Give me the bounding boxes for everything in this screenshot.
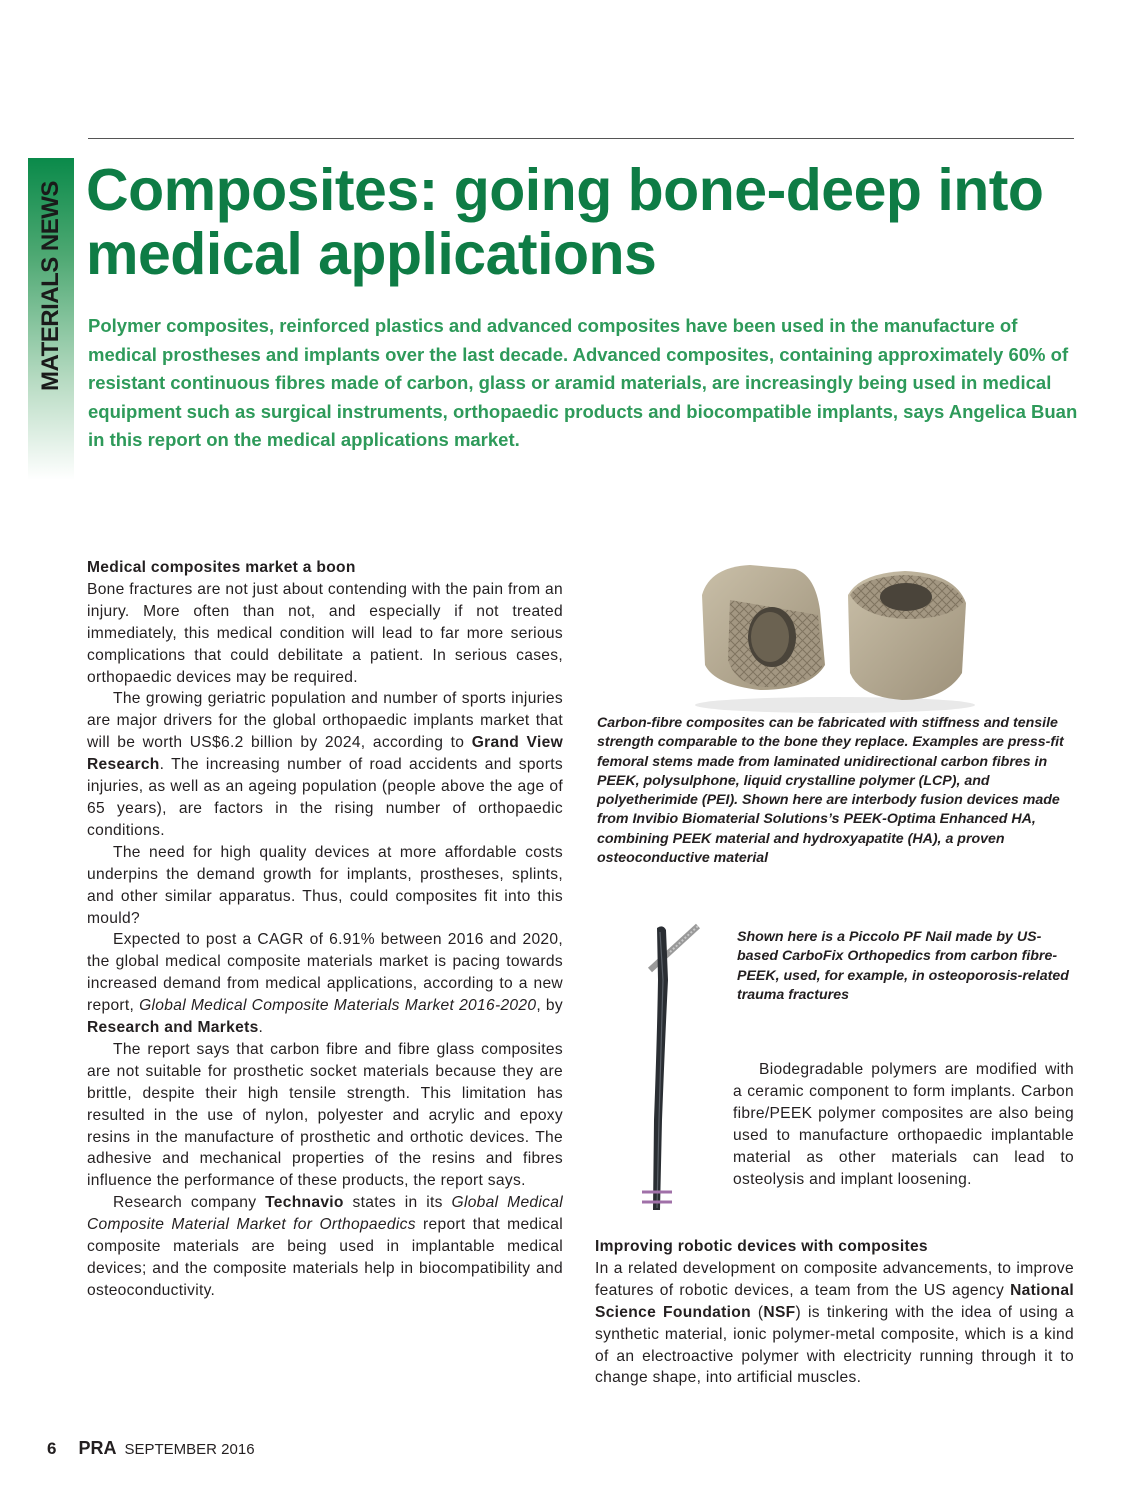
top-rule — [88, 138, 1074, 139]
paragraph: The report says that carbon fibre and fibre glass composites are not suitable for prosthetic socket materials because they are brittle, despite their high tensile strength. This limitation has resulted in the use of nylon, polyester and acrylic and epoxy resins in the manufacture of prosthetic and orthotic devices. The adhesive and mechanical properties of the resins and fibres influence the performance of these products, the report says. — [87, 1040, 563, 1190]
page-number: 6 — [47, 1439, 57, 1458]
magazine-name: PRA — [78, 1438, 117, 1458]
page-footer — [47, 1438, 255, 1459]
photo-caption: Carbon-fibre composites can be fabricated with stiffness and tensile strength comparable to the bone they replace. Examples are press-fit femoral stems made from laminated unidirectional carbon fibres in PEEK, polysulphone, liquid crystalline polymer (LCP), and polyetherimide (PEI). Shown here are interbody fusion devices made from Invibio Biomaterial Solutions’s PEEK-Optima Enhanced HA, combining PEEK material and hydroxyapatite (HA), a proven osteoconductive material — [597, 715, 1064, 867]
source-name: Technavio — [265, 1194, 344, 1212]
paragraph: The growing geriatric population and number of sports injuries are major drivers for the global orthopaedic implants market that will be worth US$6.2 billion by 2024, according to Grand View Research. The increasing number of road accidents and sports injuries, as well as an ageing population (people above the age of 65 years), are factors in the rising number of orthopaedic conditions. — [87, 690, 564, 839]
paragraph: Research company Technavio states in its Global Medical Composite Material Market for Orthopaedics report that medical composite materials are being used in implantable medical devices; and the composite materials help in biocompatibility and osteoconductivity. — [87, 1194, 564, 1299]
section-heading: Improving robotic devices with composites — [595, 1238, 928, 1255]
standfirst: Polymer composites, reinforced plastics and advanced composites have been used in the manufacture of medical prostheses and implants over the last decade. Advanced composites, containing approximately 60% of resistant continuous fibres made of carbon, glass or aramid materials, are increasingly being used in medical equipment such as surgical instruments, orthopaedic products and biocompatible implants, says Angelica Buan in this report on the medical applications market. — [88, 315, 1078, 451]
paragraph: The need for high quality devices at more affordable costs underpins the demand growth for implants, prostheses, splints, and other similar apparatus. Thus, could composites fit into this mould? — [87, 843, 563, 927]
right-column-upper — [733, 1059, 1074, 1190]
headline: Composites: going bone-deep into medical applications — [86, 157, 1044, 287]
report-title: Global Medical Composite Material Market for Orthopaedics — [87, 1194, 564, 1234]
report-title: Global Medical Composite Materials Market 2016-2020 — [139, 997, 537, 1015]
right-column-lower — [595, 1236, 1074, 1389]
paragraph: Biodegradable polymers are modified with a ceramic component to form implants. Carbon fibre/PEEK polymer composites are also being used to manufacture orthopaedic implantable material as other materials can lead to osteolysis and implant loosening. — [733, 1061, 1074, 1188]
paragraph: Bone fractures are not just about contending with the pain from an injury. More often than not, and especially if not treated immediately, this medical condition will lead to far more serious complications that could debilitate a patient. In serious cases, orthopaedic devices may be required. — [87, 580, 563, 686]
issue-date: SEPTEMBER 2016 — [124, 1441, 255, 1458]
section-heading: Medical composites market a boon — [87, 559, 356, 576]
source-name: Research and Markets — [87, 1019, 259, 1037]
source-name: Grand View Research — [87, 734, 564, 774]
piccolo-nail-photo — [630, 920, 710, 1220]
left-column — [87, 557, 563, 1302]
photo-caption: Shown here is a Piccolo PF Nail made by US-based CarboFix Orthopedics from carbon fibre-PEEK, used, for example, in osteoporosis-related trauma fractures — [737, 929, 1069, 1003]
source-name: NSF — [763, 1303, 796, 1321]
implant-blocks-photo — [690, 555, 980, 715]
paragraph: Expected to post a CAGR of 6.91% between 2016 and 2020, the global medical composite materials market is pacing towards increased demand from medical applications, according to a new report, Global Medical Composite Materials Market 2016-2020, by Research and Markets. — [87, 931, 563, 1037]
source-name: National Science Foundation — [595, 1281, 1074, 1321]
paragraph: In a related development on composite advancements, to improve features of robotic devices, a team from the US agency National Science Foundation (NSF) is tinkering with the idea of using a synthetic material, ionic polymer-metal composite, which is a kind of an electroactive polymer with electricity running through it to change shape, into artificial muscles. — [595, 1259, 1074, 1387]
section-label: MATERIALS NEWS — [37, 181, 64, 391]
